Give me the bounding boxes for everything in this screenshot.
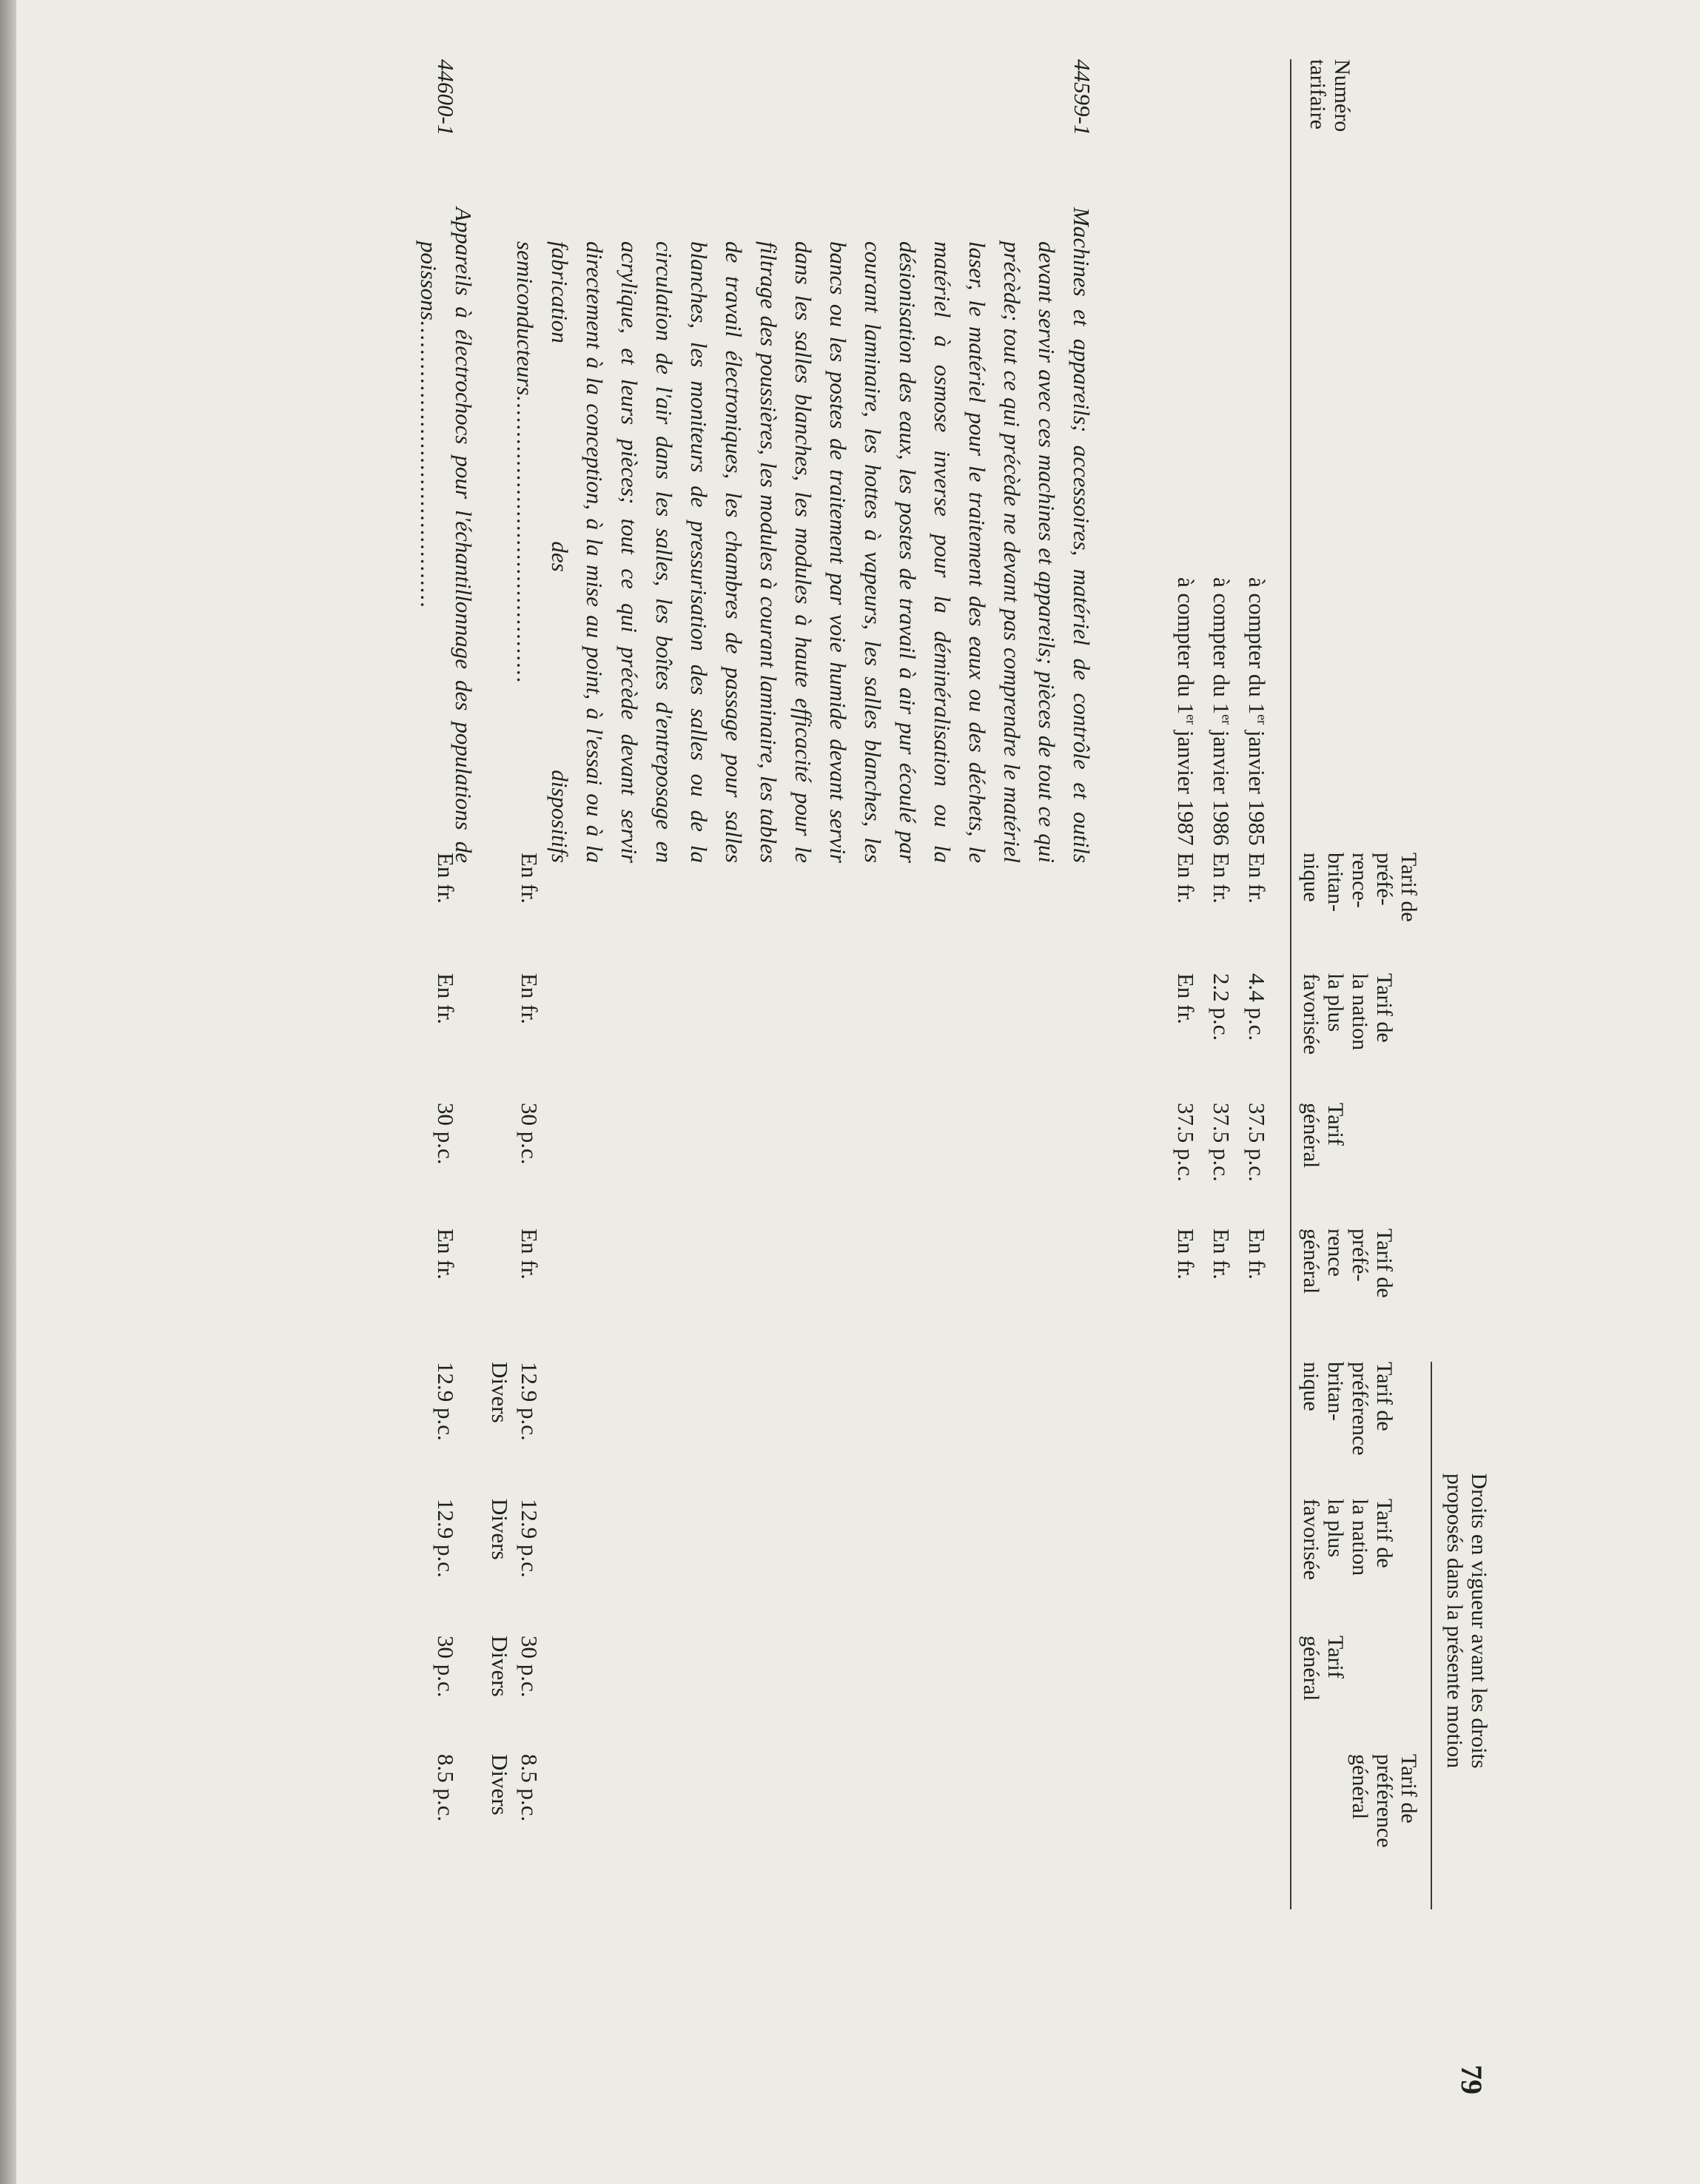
tariff-number: 44600-1: [433, 59, 459, 136]
header-line: préférence: [1348, 1362, 1372, 1456]
rate-cell: 8.5 p.c.: [433, 1754, 459, 1822]
rate-cell: En fr.: [517, 853, 542, 904]
header-line: préférence: [1372, 1754, 1397, 1848]
rate-cell: En fr.: [1244, 1229, 1270, 1280]
rate-cell: En fr.: [433, 853, 459, 904]
group-title-line1: Droits en vigueur avant les droits: [1467, 1473, 1491, 1769]
rate-cell: 37.5 p.c.: [1244, 1103, 1270, 1182]
rate-cell: En fr.: [1244, 853, 1270, 904]
rate-cell: En fr.: [1209, 853, 1234, 904]
header-line: général: [1299, 1103, 1323, 1169]
phase-label-text: à compter du 1: [1209, 577, 1234, 715]
header-line: la nation: [1348, 973, 1372, 1051]
rate-cell: En fr.: [517, 1229, 542, 1280]
header-line: Tarif de: [1372, 1499, 1397, 1568]
phase-label-text: à compter du 1: [1173, 577, 1199, 715]
page-number: 79: [1455, 2065, 1488, 2094]
tariff-description-text: Machines et appareils; accessoires, matériel de contrôle et outils devant servir avec ces machines et appareils; pièces de tout ce qui précède; tout ce qui précède ne devant pas comprendre le matériel laser, le matériel pour le traitement des eaux ou des déchets, le matériel à osmose inverse pour la déminéralisation ou la désionisation des eaux, les postes de travail à air pur écoulé par courant laminaire, les hottes à vapeurs, les salles blanches, les bancs ou les postes de traitement par voie humide devant servir dans les salles blanches, les modules à haute efficacité pour le filtrage des poussières, les modules à courant laminaire, les tables de travail électroniques, les chambres de passage pour salles blanches, les moniteurs de pressurisation des salles ou de la circulation de l'air dans les salles, les boîtes d'entreposage en acrylique, et leurs pièces; tout ce qui précède devant servir directement à la conception, à la mise au point, à l'essai ou à la fabrication des dispositifs semiconducteurs: [512, 207, 1095, 863]
header-line: général: [1299, 1636, 1323, 1701]
leader-dots: ........................................: [512, 395, 538, 685]
header-line: préfé-: [1348, 1229, 1372, 1282]
header-line: préfé-: [1372, 853, 1397, 906]
rate-cell: 12.9 p.c.: [517, 1362, 542, 1441]
rate-cell: En fr.: [1173, 973, 1199, 1024]
header-line: la nation: [1348, 1499, 1372, 1576]
phase-label-sup: er: [1254, 714, 1270, 725]
group-title-line2: proposés dans la présente motion: [1442, 1473, 1467, 1769]
header-line: favorisée: [1299, 973, 1323, 1055]
header-line: Tarif de: [1372, 1362, 1397, 1431]
rate-cell: 12.9 p.c.: [517, 1499, 542, 1578]
col-number-line: tarifaire: [1306, 59, 1330, 130]
rate-cell: En fr.: [433, 973, 459, 1024]
header-line: nique: [1299, 1362, 1323, 1411]
rate-cell: 4.4 p.c.: [1244, 973, 1270, 1041]
rate-cell: 12.9 p.c.: [433, 1499, 459, 1578]
rate-cell: 37.5 p.c.: [1173, 1103, 1199, 1182]
header-line: Tarif: [1323, 1103, 1348, 1146]
header-line: britan-: [1323, 1362, 1348, 1421]
phase-label-text: janvier 1985: [1244, 725, 1270, 846]
rate-cell: 30 p.c.: [433, 1636, 459, 1698]
phase-label-sup: er: [1183, 714, 1199, 725]
phase-label-sup: er: [1219, 714, 1234, 725]
rate-cell: 30 p.c.: [433, 1103, 459, 1165]
header-line: rence-: [1348, 853, 1372, 908]
rate-cell: En fr.: [433, 1229, 459, 1280]
tariff-description-text: Appareils à électrochocs pour l'échantillonnage des populations de poissons: [416, 207, 477, 863]
rate-note: Divers: [487, 1636, 513, 1697]
rate-cell: 12.9 p.c.: [433, 1362, 459, 1441]
rate-cell: En fr.: [1173, 853, 1199, 904]
rate-note: Divers: [487, 1499, 513, 1560]
page-spine: [0, 0, 16, 2184]
header-line: Tarif de: [1372, 973, 1397, 1043]
tariff-number: 44599-1: [1069, 59, 1095, 136]
rate-note: Divers: [487, 1754, 513, 1815]
header-line: nique: [1299, 853, 1323, 902]
rate-cell: En fr.: [1173, 1229, 1199, 1280]
rate-cell: En fr.: [1209, 1229, 1234, 1280]
header-line: favorisée: [1299, 1499, 1323, 1580]
header-line: Tarif: [1323, 1636, 1348, 1679]
rate-cell: 8.5 p.c.: [517, 1754, 542, 1822]
col-number-line: Numéro: [1330, 59, 1354, 132]
rate-cell: 2.2 p.c.: [1209, 973, 1234, 1041]
rate-cell: 37.5 p.c.: [1209, 1103, 1234, 1182]
rate-cell: En fr.: [517, 973, 542, 1024]
header-line: la plus: [1323, 973, 1348, 1032]
header-line: général: [1299, 1229, 1323, 1294]
header-line: rence: [1323, 1229, 1348, 1277]
tariff-description: [411, 207, 481, 863]
leader-dots: ........................................: [416, 320, 442, 609]
header-line: Tarif de: [1372, 1229, 1397, 1298]
header-line: Tarif de: [1397, 1754, 1421, 1824]
header-line: la plus: [1323, 1499, 1348, 1558]
rate-cell: 30 p.c.: [517, 1636, 542, 1698]
rate-cell: 30 p.c.: [517, 1103, 542, 1165]
phase-label-text: janvier 1987: [1173, 725, 1199, 846]
header-line: Tarif de: [1397, 853, 1421, 922]
header-line: britan-: [1323, 853, 1348, 912]
phase-label-text: à compter du 1: [1244, 577, 1270, 715]
rotated-tariff-table-continued: [416, 59, 1536, 1909]
phase-label-text: janvier 1986: [1209, 725, 1234, 846]
header-line: général: [1348, 1754, 1372, 1820]
rate-note: Divers: [487, 1362, 513, 1423]
